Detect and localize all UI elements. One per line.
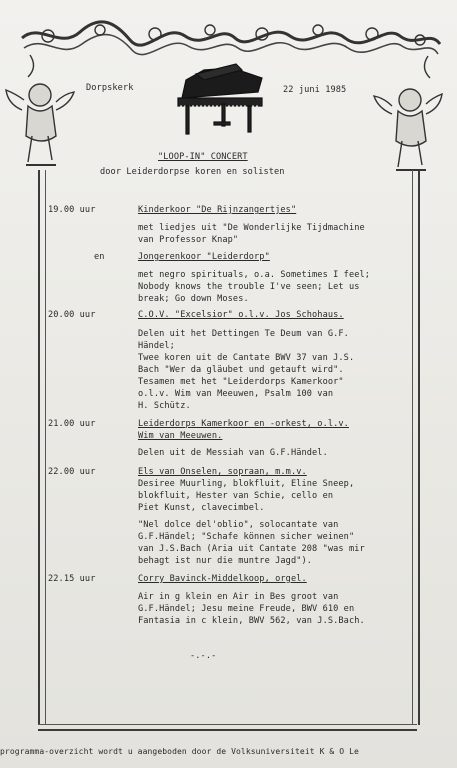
program-line: Händel;	[138, 341, 175, 351]
program-performer: Leiderdorps Kamerkoor en -orkest, o.l.v.	[138, 419, 349, 429]
program-line: met liedjes uit "De Wonderlijke Tijdmachine	[138, 223, 365, 233]
program-line: met negro spirituals, o.a. Sometimes I feel;	[138, 270, 371, 280]
program-line: Desiree Muurling, blokfluit, Eline Sneep,	[138, 479, 355, 489]
program-performer: Jongerenkoor "Leiderdorp"	[138, 252, 270, 262]
program-line: Delen uit de Messiah van G.F.Händel.	[138, 448, 328, 458]
program-line: Fantasia in c klein, BWV 562, van J.S.Bach.	[138, 616, 365, 626]
program-line: break; Go down Moses.	[138, 294, 249, 304]
program-time: en	[94, 252, 105, 262]
concert-date: 22 juni 1985	[283, 85, 347, 95]
program-line: H. Schütz.	[138, 401, 191, 411]
program-line: van Professor Knap"	[138, 235, 239, 245]
location-label: Dorpskerk	[86, 83, 134, 93]
program-time: 22.15 uur	[48, 574, 96, 584]
program-line: van J.S.Bach (Aria uit Cantate 208 "was mir	[138, 544, 365, 554]
program-line: Air in g klein en Air in Bes groot van	[138, 592, 339, 602]
program-performer: C.O.V. "Excelsior" o.l.v. Jos Schohaus.	[138, 310, 344, 320]
program-line: blokfluit, Hester van Schie, cello en	[138, 491, 334, 501]
program-line: "Nel dolce del'oblio", solocantate van	[138, 520, 339, 530]
program-line: Twee koren uit de Cantate BWV 37 van J.S.	[138, 353, 355, 363]
program-performer: Corry Bavinck-Middelkoop, orgel.	[138, 574, 307, 584]
program-time: 21.00 uur	[48, 419, 96, 429]
cherub-right-icon	[374, 89, 442, 170]
program-performer: Wim van Meeuwen.	[138, 431, 223, 441]
grand-piano-icon	[178, 64, 262, 134]
frame-right-border	[412, 170, 420, 725]
program-line: behagt ist nur die muntre Jagd").	[138, 556, 313, 566]
program-time: 19.00 uur	[48, 205, 96, 215]
program-performer: Els van Onselen, sopraan, m.m.v.	[138, 467, 307, 477]
program-line: Bach "Wer da gläubet und getauft wird".	[138, 365, 344, 375]
concert-subtitle: door Leiderdorpse koren en solisten	[100, 167, 285, 177]
section-separator: -.-.-	[190, 651, 217, 661]
program-performer: Kinderkoor "De Rijnzangertjes"	[138, 205, 297, 215]
program-line: Piet Kunst, clavecimbel.	[138, 503, 265, 513]
cherub-left-icon	[6, 84, 74, 165]
program-line: G.F.Händel; Jesu meine Freude, BWV 610 en	[138, 604, 355, 614]
footer-note: programma-overzicht wordt u aangeboden door de Volksuniversiteit K & O Le	[0, 747, 359, 756]
program-time: 20.00 uur	[48, 310, 96, 320]
program-time: 22.00 uur	[48, 467, 96, 477]
program-line: o.l.v. Wim van Meeuwen, Psalm 100 van	[138, 389, 334, 399]
program-line: Nobody knows the trouble I've seen; Let us	[138, 282, 360, 292]
program-line: Delen uit het Dettingen Te Deum van G.F.	[138, 329, 349, 339]
concert-title: "LOOP-IN" CONCERT	[158, 152, 248, 162]
frame-bottom-border	[38, 724, 417, 731]
program-line: Tesamen met het "Leiderdorps Kamerkoor"	[138, 377, 344, 387]
program-line: G.F.Händel; "Schafe können sicher weinen"	[138, 532, 355, 542]
frame-left-border	[38, 170, 46, 725]
